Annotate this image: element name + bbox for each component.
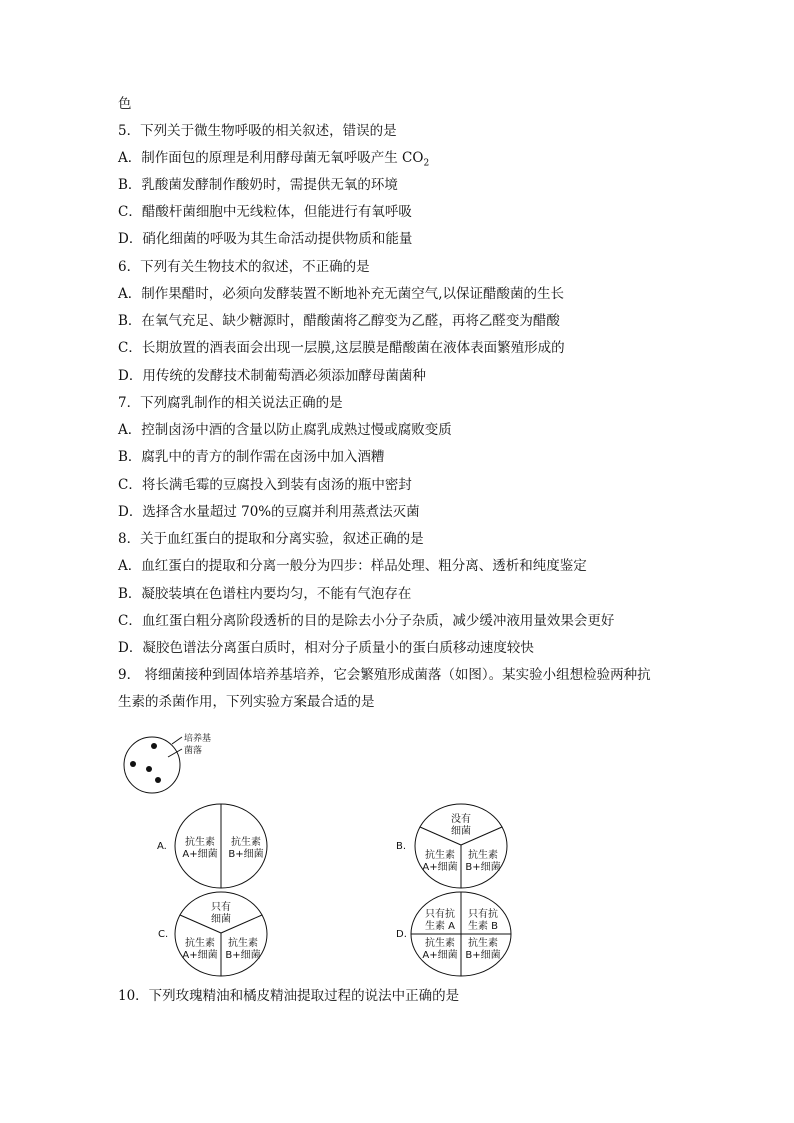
option-a-label: A.	[157, 841, 167, 852]
question-8-option-b: B．凝胶装填在色谱柱内要均匀，不能有气泡存在	[118, 586, 412, 602]
colony-dot	[146, 766, 152, 772]
plate-d-br-2: B+细菌	[465, 950, 501, 961]
plate-b-top-1: 没有	[451, 814, 471, 825]
plate-c	[175, 892, 267, 976]
plate-d-tr-2: 生素 B	[467, 921, 499, 932]
plate-a-right-bottom: B+细菌	[228, 849, 264, 860]
question-5-option-a	[118, 149, 429, 173]
plate-d-bl-2: A+细菌	[422, 950, 458, 961]
plate-a	[175, 804, 267, 888]
plate-b-right-bottom: B+细菌	[465, 862, 501, 873]
option-d-label: D.	[396, 929, 407, 940]
plate-d-tr-1: 只有抗	[468, 909, 498, 920]
question-7-option-c: C．将长满毛霉的豆腐投入到装有卤汤的瓶中密封	[118, 477, 412, 493]
question-7-option-a: A．控制卤汤中酒的含量以防止腐乳成熟过慢或腐败变质	[118, 422, 452, 438]
plate-d-br-1: 抗生素	[468, 938, 498, 949]
plate-d-tl-1: 只有抗	[425, 909, 455, 920]
plate-a-left-bottom: A+细菌	[182, 849, 218, 860]
divider	[221, 915, 262, 933]
colony-dot	[151, 743, 157, 749]
question-8-option-a: A．血红蛋白的提取和分离一般分为四步：样品处理、粗分离、透析和纯度鉴定	[118, 558, 587, 574]
plate-d	[411, 892, 511, 976]
plate-c-right-bottom: B+细菌	[225, 950, 261, 961]
question-6-option-b: B．在氧气充足、缺少糖源时，醋酸菌将乙醇变为乙醛，再将乙醛变为醋酸	[118, 313, 560, 329]
question-5-option-c: C．醋酸杆菌细胞中无线粒体，但能进行有氧呼吸	[118, 204, 412, 220]
question-8-stem: 8．关于血红蛋白的提取和分离实验，叙述正确的是	[118, 531, 424, 547]
plate-c-left-bottom: A+细菌	[182, 950, 218, 961]
colony-pointer	[168, 749, 182, 757]
colony-label: 菌落	[184, 746, 203, 756]
colony-dot	[155, 777, 161, 783]
question-5-stem: 5．下列关于微生物呼吸的相关叙述，错误的是	[118, 123, 397, 139]
option-text: A．制作面包的原理是利用酵母菌无氧呼吸产生 CO	[118, 150, 424, 166]
question-8-option-d: D．凝胶色谱法分离蛋白质时，相对分子质量小的蛋白质移动速度较快	[118, 640, 534, 656]
question-5-option-b: B．乳酸菌发酵制作酸奶时，需提供无氧的环境	[118, 177, 398, 193]
divider	[461, 827, 502, 845]
plate-c-right-top: 抗生素	[228, 938, 258, 949]
question-6-option-d: D．用传统的发酵技术制葡萄酒必须添加酵母菌菌种	[118, 368, 426, 384]
question-7-option-d: D．选择含水量超过 70%的豆腐并利用蒸煮法灭菌	[118, 504, 420, 520]
plate-b-right-top: 抗生素	[468, 850, 498, 861]
plate-a-left-top: 抗生素	[185, 837, 215, 848]
question-7-stem: 7．下列腐乳制作的相关说法正确的是	[118, 395, 343, 411]
plate-b	[415, 804, 507, 888]
question-5-option-d: D．硝化细菌的呼吸为其生命活动提供物质和能量	[118, 231, 413, 247]
question-9-stem-continued: 生素的杀菌作用，下列实验方案最合适的是	[118, 694, 375, 710]
plate-a-right-top: 抗生素	[231, 837, 261, 848]
plate-c-top-1: 只有	[211, 902, 231, 913]
colony-dot	[130, 761, 136, 767]
question-7-option-b: B．腐乳中的青方的制作需在卤汤中加入酒糟	[118, 449, 385, 465]
option-b-label: B.	[396, 841, 407, 852]
plate-d-bl-1: 抗生素	[425, 938, 455, 949]
petri-dish	[124, 737, 180, 793]
text-line-continuation: 色	[118, 96, 132, 112]
question-8-option-c: C．血红蛋白粗分离阶段透析的目的是除去小分子杂质，减少缓冲液用量效果会更好	[118, 613, 615, 629]
medium-label: 培养基	[184, 734, 212, 744]
question-6-option-c: C．长期放置的酒表面会出现一层膜,这层膜是醋酸菌在液体表面繁殖形成的	[118, 340, 565, 356]
divider	[420, 827, 461, 845]
plate-b-left-top: 抗生素	[425, 850, 455, 861]
question-6-option-a: A．制作果醋时，必须向发酵装置不断地补充无菌空气,以保证醋酸菌的生长	[118, 286, 565, 302]
plate-b-top-2: 细菌	[451, 826, 471, 837]
question-10-stem: 10．下列玫瑰精油和橘皮精油提取过程的说法中正确的是	[118, 988, 460, 1004]
plate-c-left-top: 抗生素	[185, 938, 215, 949]
question-9-stem: 9． 将细菌接种到固体培养基培养，它会繁殖形成菌落（如图）。某实验小组想检验两种抗	[118, 667, 651, 683]
plate-d-tl-2: 生素 A	[424, 921, 456, 932]
subscript: 2	[423, 158, 430, 169]
divider	[180, 915, 221, 933]
option-c-label: C.	[158, 929, 169, 940]
plate-c-top-2: 细菌	[211, 914, 231, 925]
plate-b-left-bottom: A+细菌	[422, 862, 458, 873]
question-6-stem: 6．下列有关生物技术的叙述，不正确的是	[118, 259, 370, 275]
medium-pointer	[172, 737, 182, 744]
